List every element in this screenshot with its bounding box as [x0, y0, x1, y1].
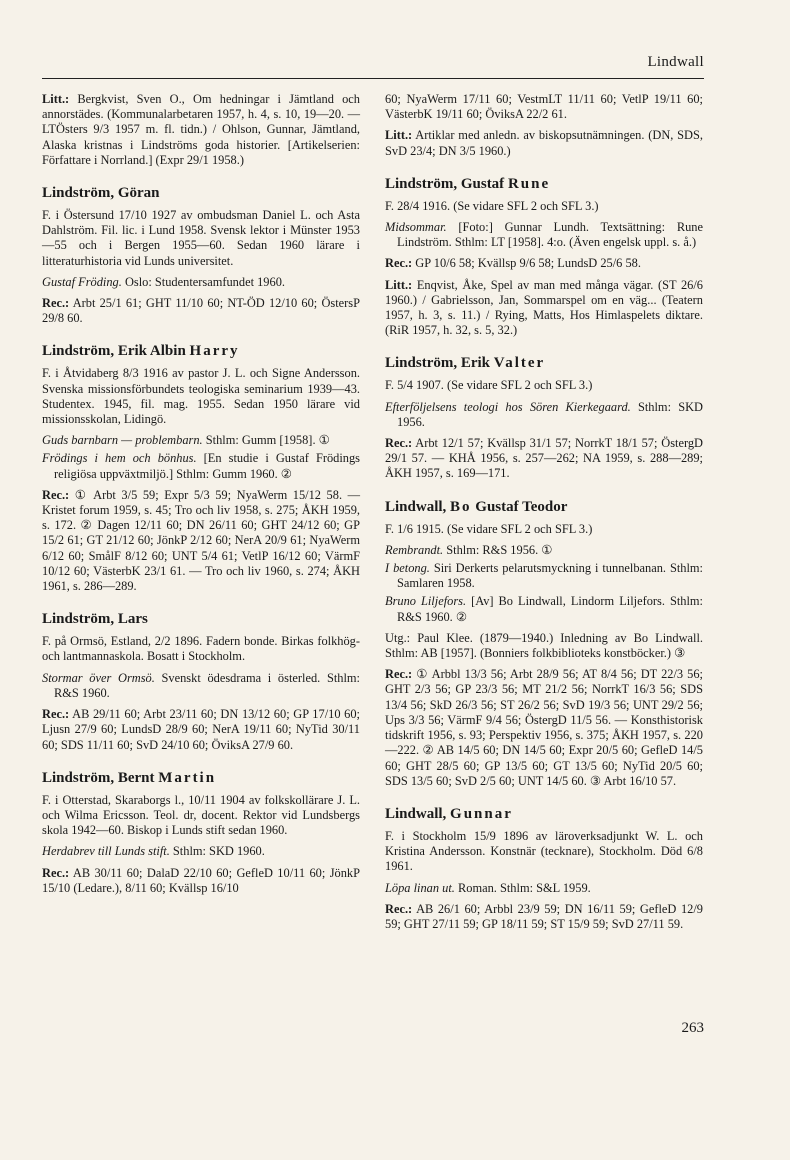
work-title-line [385, 543, 703, 558]
entry-heading: Lindström, Lars [42, 611, 148, 628]
work-details: Sthlm: SKD 1960. [169, 844, 265, 859]
entry-name: Lindström, Gustaf [385, 175, 508, 192]
work-title-line [385, 220, 703, 250]
right-column [385, 92, 703, 938]
review-paragraph [385, 902, 703, 932]
work-details: [En studie i Gustaf Frödings religiösa uppväxtmiljö.] Sthlm: Gumm 1960. ② [54, 451, 361, 481]
litt-label: Litt.: [385, 128, 413, 143]
rec-label: Rec.: [42, 707, 70, 722]
work-details: Oslo: Studentersamfundet 1960. [121, 274, 285, 289]
rec-label: Rec.: [385, 256, 413, 271]
work-title-line [42, 671, 360, 701]
work-title: Gustaf Fröding. [42, 274, 122, 289]
review-list: ① Arbt 3/5 59; Expr 5/3 59; NyaWerm 15/12 58. — Kristet forum 1959, s. 45; Tro och liv 1958, s. 275; ÅKH 1959, s. 172. ② Dagen 12/11 60; DN 26/11 60; GHT 24/12 60; GP 15/2 61; GT 21/12 60; JönkP 2/12 60; NerA 20/9 61; NyaWerm 6/12 60; SmålF 8/12 60; UNT 5/4 61; VetlP 16/12 60; VärmF 10/12 60; VästerbK 23/1 61. — Tro och liv 1960, s. 274; ÅKH 1961, s. 286—289. [42, 487, 360, 594]
work-details: Roman. Sthlm: S&L 1959. [454, 880, 591, 895]
entry-name: Lindwall, [385, 498, 451, 515]
litt-paragraph [385, 278, 703, 339]
page-number: 263 [681, 1020, 704, 1036]
editor-note: Utg.: Paul Klee. (1879—1940.) Inledning av Bo Lindwall. Sthlm: AB [1957]. (Bonniers folkbiblioteks konstböcker.) ③ [385, 630, 703, 661]
review-paragraph [42, 296, 360, 326]
work-title-line [385, 561, 703, 591]
review-paragraph [42, 866, 360, 896]
work-title: Stormar över Ormsö. [42, 670, 155, 685]
review-list: Arbt 25/1 61; GHT 11/10 60; NT-ÖD 12/10 60; ÖstersP 29/8 60. [42, 296, 360, 326]
review-continuation: 60; NyaWerm 17/11 60; VestmLT 11/11 60; VetlP 19/11 60; VästerbK 19/11 60; ÖviksA 22/2 61. [385, 92, 703, 122]
entry-name: Lindström, Bernt [42, 769, 159, 786]
review-list: Arbt 12/1 57; Kvällsp 31/1 57; NorrkT 18/1 57; ÖstergD 29/1 57. — KHÅ 1956, s. 257—262; NA 1959, s. 288—289; ÅKH 1957, s. 169—171. [385, 436, 703, 481]
work-title-line [42, 275, 360, 290]
litt-label: Litt.: [385, 277, 413, 292]
work-title-line [385, 400, 703, 430]
litt-label: Litt.: [42, 92, 70, 106]
work-title: Efterföljelsens teologi hos Sören Kierkegaard. [385, 399, 631, 414]
entry-callname: Martin [158, 769, 217, 786]
work-details: Sthlm: SKD 1956. [397, 399, 703, 429]
entry-callname: Valter [493, 355, 546, 372]
work-title-line [42, 451, 360, 481]
review-list: ① Arbbl 13/3 56; Arbt 28/9 56; AT 8/4 56; DT 22/3 56; GHT 2/3 56; GP 23/3 56; MT 21/2 56; NorrkT 16/3 56; SDS 13/4 56; SkD 26/3 56; ST 26/2 56; SvD 19/3 56; UNT 29/2 56; Ups 3/3 56; VärmF 9/4 56; ÖstergD 11/5 56. — Konsthistorisk tidskrift 1956, s. 93; Perspektiv 1956, s. 375; ÅKH 1957, s. 220—222. ② AB 14/5 60; DN 14/5 60; Expr 20/5 60; GefleD 14/5 60; GHT 28/5 60; GP 13/5 60; GT 13/5 60; NyTid 20/5 60; SDS 13/5 60; SvD 2/5 60; UNT 14/5 60. ③ Arbt 16/10 57. [385, 667, 703, 788]
header-rule [42, 78, 704, 79]
work-title: Herdabrev till Lunds stift. [42, 844, 170, 859]
entry-heading [385, 805, 703, 823]
work-details: Sthlm: Gumm [1958]. ① [202, 433, 330, 448]
work-title: Löpa linan ut. [385, 880, 455, 895]
entry-heading [385, 175, 703, 193]
entry-bio: F. 5/4 1907. (Se vidare SFL 2 och SFL 3.) [385, 378, 593, 393]
work-details: [Foto:] Gunnar Lundh. Textsättning: Rune Lindström. Sthlm: LT [1958]. 4:o. (Även engelsk uppl. s. å.) [397, 220, 703, 250]
work-title: Midsommar. [385, 220, 447, 235]
litt-paragraph [42, 92, 360, 168]
entry-callname: Gunnar [450, 805, 513, 822]
review-paragraph [42, 707, 360, 753]
work-details: [Av] Bo Lindwall, Lindorm Liljefors. Sthlm: R&S 1960. ② [397, 594, 704, 624]
work-title: Guds barnbarn — problembarn. [42, 433, 203, 448]
entry-callname: Bo [450, 498, 472, 515]
work-title-line [42, 433, 360, 448]
work-title-line [385, 881, 703, 896]
review-paragraph [42, 488, 360, 594]
review-list: GP 10/6 58; Kvällsp 9/6 58; LundsD 25/6 58. [412, 256, 641, 271]
entry-bio: F. i Åtvidaberg 8/3 1916 av pastor J. L. och Signe Andersson. Svenska missionsförbundets teologiska seminarium 1939—43. Studentex. 1945, fil. mag. 1955. Sedan 1950 lärare vid missionsskolan, Lidingö. [42, 366, 360, 427]
entry-callname: Rune [507, 175, 551, 192]
entry-callname: Harry [189, 343, 240, 360]
running-header: Lindwall [647, 54, 704, 70]
entry-heading [42, 769, 360, 787]
rec-label: Rec.: [42, 296, 70, 311]
litt-text: Bergkvist, Sven O., Om hedningar i Jämtland och annorstädes. (Kommunalarbetaren 1957, h. 4, s. 10, 19—20. — LTÖsters 9/3 1957 m. fl. tidn.) / Ohlson, Gunnar, Jämtland, Alaska kristnas i Lindströms goda historier. [Artikelserien: Författare i Norrland.] (Expr 29/1 1958.) [42, 92, 360, 167]
entry-name: Lindström, Erik [385, 355, 494, 372]
work-title-line [385, 594, 703, 624]
work-title: Frödings i hem och bönhus. [42, 451, 197, 466]
entry-name-rest: Gustaf Teodor [471, 498, 568, 515]
entry-bio: F. 28/4 1916. (Se vidare SFL 2 och SFL 3.) [385, 198, 599, 213]
left-column [42, 92, 360, 902]
rec-label: Rec.: [42, 865, 70, 880]
entry-name: Lindström, Erik Albin [42, 343, 190, 360]
work-details: Sthlm: R&S 1956. ① [443, 542, 553, 557]
review-list: AB 29/11 60; Arbt 23/11 60; DN 13/12 60; GP 17/10 60; Ljusn 27/9 60; LundsD 28/9 60; NerA 19/11 60; NyTid 30/11 60; SDS 11/11 60; SvD 24/10 60; ÖviksA 27/9 60. [42, 707, 360, 752]
review-list: AB 26/1 60; Arbbl 23/9 59; DN 16/11 59; GefleD 12/9 59; GHT 27/11 59; GP 18/11 59; ST 15/9 59; SvD 27/11 59. [385, 901, 703, 931]
work-title: Rembrandt. [385, 542, 444, 557]
entry-bio: F. på Ormsö, Estland, 2/2 1896. Fadern bonde. Birkas folkhög- och lantmannaskola. Bosatt i Stockholm. [42, 634, 360, 664]
review-paragraph [385, 436, 703, 482]
entry-bio: F. i Östersund 17/10 1927 av ombudsman Daniel L. och Asta Dahlström. Fil. lic. i Lund 1958. Svensk lektor i Münster 1953—55 och i Bergen 1955—60. Sedan 1960 lärare i litteraturhistoria vid Lunds universitet. [42, 208, 360, 268]
rec-label: Rec.: [385, 436, 413, 451]
rec-label: Rec.: [42, 487, 70, 502]
rec-label: Rec.: [385, 901, 413, 916]
work-details: Siri Derkerts pelarutsmyckning i tunnelbanan. Sthlm: Samlaren 1958. [397, 561, 704, 591]
entry-name: Lindwall, [385, 805, 451, 822]
work-title: I betong. [385, 561, 430, 576]
entry-heading [42, 342, 360, 360]
entry-bio: F. i Otterstad, Skaraborgs l., 10/11 1904 av folkskollärare J. L. och Wilma Ericsson. Teol. dr, docent. Rektor vid Lundsbergs skola 1942—60. Biskop i Lunds stift sedan 1960. [42, 792, 360, 838]
entry-heading: Lindström, Göran [42, 185, 160, 202]
work-title-line [42, 844, 360, 859]
review-paragraph [385, 667, 703, 789]
litt-text: Enqvist, Åke, Spel av man med många vägar. (ST 26/6 1960.) / Gabrielsson, Jan, Sommarspel om en väg... (Teatern 1957, h. 3, s. 11.) / Rying, Matts, Hos Himlaspelets diktare. (RiR 1957, h. 32, s. 5, 32.) [385, 277, 703, 338]
litt-paragraph [385, 128, 703, 158]
work-details: Svenskt ödesdrama i österled. Sthlm: R&S 1960. [54, 670, 360, 700]
work-title: Bruno Liljefors. [385, 594, 467, 609]
entry-heading [385, 354, 703, 372]
review-list: AB 30/11 60; DalaD 22/10 60; GefleD 10/11 60; JönkP 15/10 (Ledare.), 8/11 60; Kvällsp 16/10 [42, 865, 360, 895]
rec-label: Rec.: [385, 667, 413, 682]
review-paragraph [385, 256, 703, 271]
entry-bio: F. i Stockholm 15/9 1896 av läroverksadjunkt W. L. och Kristina Andersson. Konstnär (tecknare), Stockholm. Död 6/8 1961. [385, 828, 703, 874]
entry-heading [385, 498, 703, 516]
entry-bio: F. 1/6 1915. (Se vidare SFL 2 och SFL 3.) [385, 521, 593, 536]
litt-text: Artiklar med anledn. av biskopsutnämningen. (DN, SDS, SvD 23/4; DN 3/5 1960.) [385, 128, 703, 158]
